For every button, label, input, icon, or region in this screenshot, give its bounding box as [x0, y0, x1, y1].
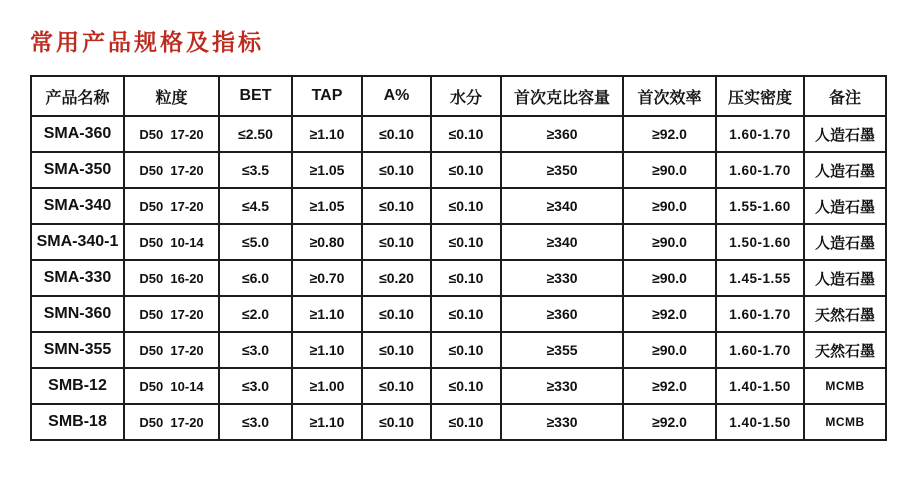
cell-first-capacity: ≥330 [501, 260, 623, 296]
cell-compaction-density: 1.60-1.70 [716, 152, 804, 188]
cell-first-capacity: ≥360 [501, 296, 623, 332]
table-row [31, 332, 886, 368]
cell-particle-size: D50 17-20 [124, 404, 219, 440]
cell-first-efficiency: ≥90.0 [623, 188, 716, 224]
cell-a-percent: ≤0.10 [362, 332, 431, 368]
cell-a-percent: ≤0.10 [362, 116, 431, 152]
table-row [31, 116, 886, 152]
table-row [31, 296, 886, 332]
cell-remark: 人造石墨 [804, 116, 886, 152]
cell-particle-size: D50 17-20 [124, 152, 219, 188]
cell-first-capacity: ≥340 [501, 224, 623, 260]
cell-moisture: ≤0.10 [431, 368, 501, 404]
cell-compaction-density: 1.60-1.70 [716, 296, 804, 332]
cell-particle-size: D50 17-20 [124, 332, 219, 368]
cell-product-name: SMN-360 [31, 296, 124, 332]
cell-remark: 人造石墨 [804, 224, 886, 260]
header-compaction-density: 压实密度 [716, 76, 804, 116]
cell-a-percent: ≤0.10 [362, 152, 431, 188]
cell-bet: ≤2.50 [219, 116, 292, 152]
header-product-name: 产品名称 [31, 76, 124, 116]
cell-compaction-density: 1.45-1.55 [716, 260, 804, 296]
cell-compaction-density: 1.60-1.70 [716, 332, 804, 368]
table-row [31, 404, 886, 440]
cell-compaction-density: 1.60-1.70 [716, 116, 804, 152]
cell-tap: ≥1.10 [292, 296, 362, 332]
cell-product-name: SMA-340-1 [31, 224, 124, 260]
cell-bet: ≤3.5 [219, 152, 292, 188]
cell-bet: ≤3.0 [219, 368, 292, 404]
cell-remark: 人造石墨 [804, 152, 886, 188]
header-remark: 备注 [804, 76, 886, 116]
table-row [31, 188, 886, 224]
header-particle-size: 粒度 [124, 76, 219, 116]
cell-first-efficiency: ≥92.0 [623, 404, 716, 440]
cell-particle-size: D50 16-20 [124, 260, 219, 296]
cell-product-name: SMA-330 [31, 260, 124, 296]
table-row [31, 368, 886, 404]
cell-product-name: SMA-350 [31, 152, 124, 188]
cell-moisture: ≤0.10 [431, 260, 501, 296]
cell-product-name: SMB-18 [31, 404, 124, 440]
cell-first-efficiency: ≥90.0 [623, 224, 716, 260]
cell-first-efficiency: ≥92.0 [623, 368, 716, 404]
cell-particle-size: D50 10-14 [124, 224, 219, 260]
cell-tap: ≥1.10 [292, 404, 362, 440]
cell-tap: ≥0.70 [292, 260, 362, 296]
cell-product-name: SMA-360 [31, 116, 124, 152]
cell-a-percent: ≤0.20 [362, 260, 431, 296]
cell-first-efficiency: ≥92.0 [623, 296, 716, 332]
cell-first-capacity: ≥330 [501, 368, 623, 404]
table-row [31, 224, 886, 260]
cell-tap: ≥1.10 [292, 116, 362, 152]
cell-a-percent: ≤0.10 [362, 188, 431, 224]
cell-particle-size: D50 17-20 [124, 188, 219, 224]
header-first-capacity: 首次克比容量 [501, 76, 623, 116]
header-first-efficiency: 首次效率 [623, 76, 716, 116]
header-a-percent: A% [362, 76, 431, 116]
cell-remark: 天然石墨 [804, 296, 886, 332]
cell-first-efficiency: ≥90.0 [623, 152, 716, 188]
cell-a-percent: ≤0.10 [362, 404, 431, 440]
cell-particle-size: D50 17-20 [124, 296, 219, 332]
cell-first-efficiency: ≥90.0 [623, 332, 716, 368]
cell-product-name: SMN-355 [31, 332, 124, 368]
cell-a-percent: ≤0.10 [362, 368, 431, 404]
cell-tap: ≥1.10 [292, 332, 362, 368]
cell-bet: ≤3.0 [219, 404, 292, 440]
cell-first-capacity: ≥330 [501, 404, 623, 440]
cell-tap: ≥1.05 [292, 188, 362, 224]
cell-bet: ≤4.5 [219, 188, 292, 224]
cell-moisture: ≤0.10 [431, 116, 501, 152]
cell-remark: 天然石墨 [804, 332, 886, 368]
spec-table-container [30, 75, 887, 441]
cell-moisture: ≤0.10 [431, 152, 501, 188]
cell-compaction-density: 1.55-1.60 [716, 188, 804, 224]
cell-first-capacity: ≥360 [501, 116, 623, 152]
cell-tap: ≥1.05 [292, 152, 362, 188]
cell-first-efficiency: ≥92.0 [623, 116, 716, 152]
header-moisture: 水分 [431, 76, 501, 116]
cell-moisture: ≤0.10 [431, 332, 501, 368]
table-row [31, 152, 886, 188]
cell-product-name: SMB-12 [31, 368, 124, 404]
cell-first-capacity: ≥350 [501, 152, 623, 188]
cell-first-efficiency: ≥90.0 [623, 260, 716, 296]
cell-bet: ≤6.0 [219, 260, 292, 296]
header-tap: TAP [292, 76, 362, 116]
cell-remark: 人造石墨 [804, 260, 886, 296]
cell-first-capacity: ≥340 [501, 188, 623, 224]
product-spec-table [30, 75, 887, 441]
cell-a-percent: ≤0.10 [362, 224, 431, 260]
cell-bet: ≤5.0 [219, 224, 292, 260]
cell-remark: MCMB [804, 404, 886, 440]
cell-particle-size: D50 17-20 [124, 116, 219, 152]
cell-compaction-density: 1.50-1.60 [716, 224, 804, 260]
cell-bet: ≤3.0 [219, 332, 292, 368]
cell-moisture: ≤0.10 [431, 224, 501, 260]
cell-product-name: SMA-340 [31, 188, 124, 224]
cell-first-capacity: ≥355 [501, 332, 623, 368]
cell-compaction-density: 1.40-1.50 [716, 404, 804, 440]
cell-moisture: ≤0.10 [431, 296, 501, 332]
cell-a-percent: ≤0.10 [362, 296, 431, 332]
page-title: 常用产品规格及指标 [30, 29, 264, 55]
cell-moisture: ≤0.10 [431, 188, 501, 224]
cell-particle-size: D50 10-14 [124, 368, 219, 404]
table-row [31, 260, 886, 296]
table-header-row [31, 76, 886, 116]
header-bet: BET [219, 76, 292, 116]
cell-moisture: ≤0.10 [431, 404, 501, 440]
cell-remark: MCMB [804, 368, 886, 404]
cell-tap: ≥0.80 [292, 224, 362, 260]
cell-bet: ≤2.0 [219, 296, 292, 332]
cell-remark: 人造石墨 [804, 188, 886, 224]
cell-compaction-density: 1.40-1.50 [716, 368, 804, 404]
cell-tap: ≥1.00 [292, 368, 362, 404]
